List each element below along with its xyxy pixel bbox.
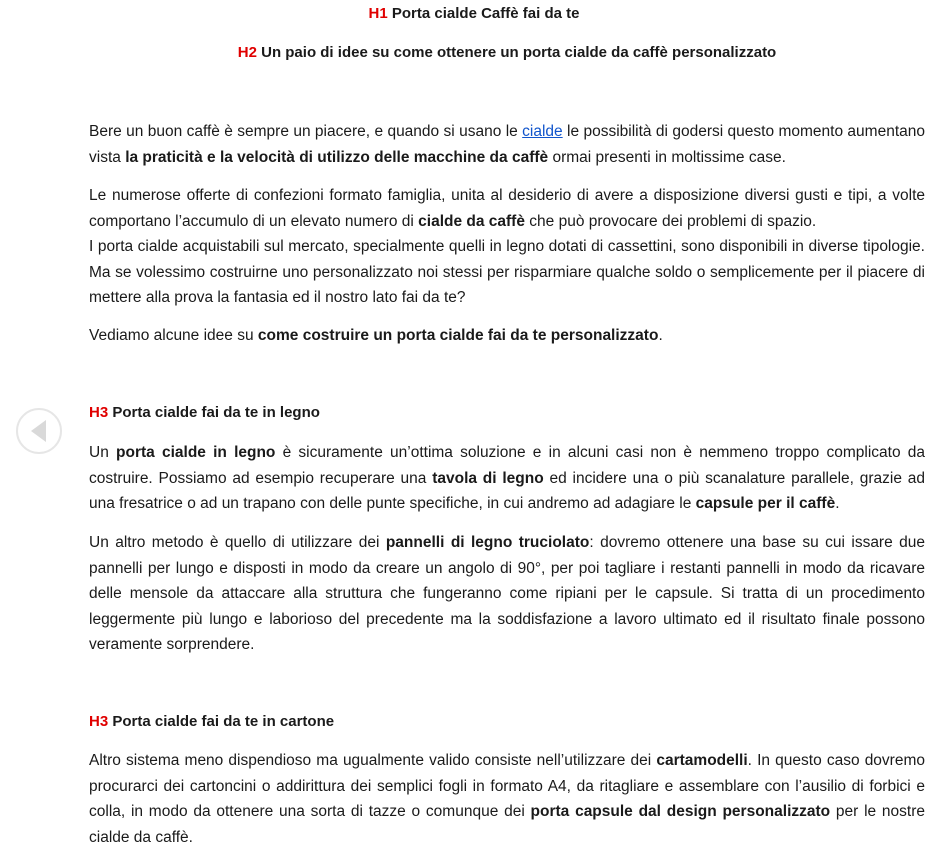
h2-tag: H2	[237, 44, 257, 61]
h2-heading	[0, 44, 948, 61]
h1-title: Porta cialde Caffè fai da te	[391, 5, 580, 22]
intro-paragraph-2	[89, 183, 925, 234]
text-run: Un altro metodo è quello di utilizzare dei	[89, 534, 386, 551]
cialde-link[interactable]: cialde	[522, 123, 563, 140]
h3-tag: H3	[89, 404, 109, 421]
bold-run: cialde da caffè	[418, 212, 525, 230]
bold-run: porta cialde in legno	[116, 444, 276, 461]
back-button[interactable]	[16, 408, 62, 454]
text-run: I porta cialde acquistabili sul mercato, specialmente quelli in legno dotati di cassettini, sono disponibili in diverse tipologie. Ma se volessimo costruirne uno personalizzato noi stessi per risparmiare qualche soldo o semplicemente per il piacere di mettere alla prova la fantasia ed il nostro lato fai da te?	[89, 238, 925, 306]
text-run: : dovremo ottenere una base su cui issare due pannelli per lungo e disposti in modo da creare un angolo di 90°, per poi tagliare i restanti pannelli in modo da ricavare delle mensole da attaccare alla struttura che fungeranno come ripiani per le capsule. Si tratta di un procedimento leggermente più lungo e laborioso del precedente ma la soddisfazione a lavoro ultimato ed il risultato finale possono veramente sorprendere.	[89, 534, 925, 653]
bold-run: come costruire un porta cialde fai da te personalizzato	[257, 327, 659, 344]
text-run: ormai presenti in moltissime case.	[548, 148, 786, 166]
bold-run: tavola di legno	[432, 469, 544, 487]
h3-heading-legno	[89, 404, 320, 421]
intro-paragraph-3	[89, 234, 925, 311]
text-run: per le nostre cialde da caffè.	[89, 803, 925, 846]
text-run: Altro sistema meno dispendioso ma ugualmente valido consiste nell’utilizzare dei	[89, 752, 657, 769]
chevron-left-circle-icon	[18, 410, 60, 452]
bold-run: porta capsule dal design personalizzato	[530, 803, 831, 820]
h1-heading	[0, 5, 948, 22]
text-run: è sicuramente un’ottima soluzione e in alcuni casi non è nemmeno troppo complicato da costruire. Possiamo ad esempio recuperare una	[89, 444, 925, 487]
h3-title: Porta cialde fai da te in cartone	[112, 713, 335, 730]
h3-tag: H3	[89, 713, 109, 730]
bold-run: cartamodelli	[656, 752, 748, 769]
text-run: Bere un buon caffè è sempre un piacere, e quando si usano le	[89, 123, 523, 140]
bold-run: capsule per il caffè	[695, 495, 836, 512]
text-run: . In questo caso dovremo procurarci dei cartoncini o addirittura dei semplici fogli in formato A4, da ritagliare e assemblare con l’ausilio di forbici e colla, in modo da ottenere una sorta di tazze o comunque dei	[89, 752, 925, 820]
cartone-paragraph-1	[89, 748, 925, 850]
text-run: che può provocare dei problemi di spazio.	[524, 212, 817, 230]
text-run: .	[658, 327, 663, 344]
text-run: ed incidere una o più scanalature parallele, grazie ad una fresatrice o ad un trapano con delle punte specifiche, in cui andremo ad adagiare le	[89, 469, 926, 512]
text-run: le possibilità di godersi questo momento aumentano vista	[89, 123, 925, 166]
text-run: Un	[89, 444, 117, 461]
h2-title: Un paio di idee su come ottenere un porta cialde da caffè personalizzato	[261, 44, 777, 61]
bold-run: pannelli di legno truciolato	[385, 534, 590, 551]
bold-run: la praticità e la velocità di utilizzo delle macchine da caffè	[125, 148, 549, 166]
h3-title: Porta cialde fai da te in legno	[112, 404, 320, 421]
h3-heading-cartone	[89, 713, 334, 730]
text-run: .	[835, 495, 840, 512]
legno-paragraph-1	[89, 440, 925, 517]
intro-paragraph-4	[89, 323, 925, 349]
h1-tag: H1	[368, 5, 388, 22]
intro-paragraph-1	[89, 119, 925, 170]
legno-paragraph-2	[89, 530, 925, 658]
text-run: Le numerose offerte di confezioni formato famiglia, unita al desiderio di avere a disposizione diversi gusti e tipi, a volte comportano l’accumulo di un elevato numero di	[89, 187, 925, 230]
text-run: Vediamo alcune idee su	[89, 327, 258, 344]
